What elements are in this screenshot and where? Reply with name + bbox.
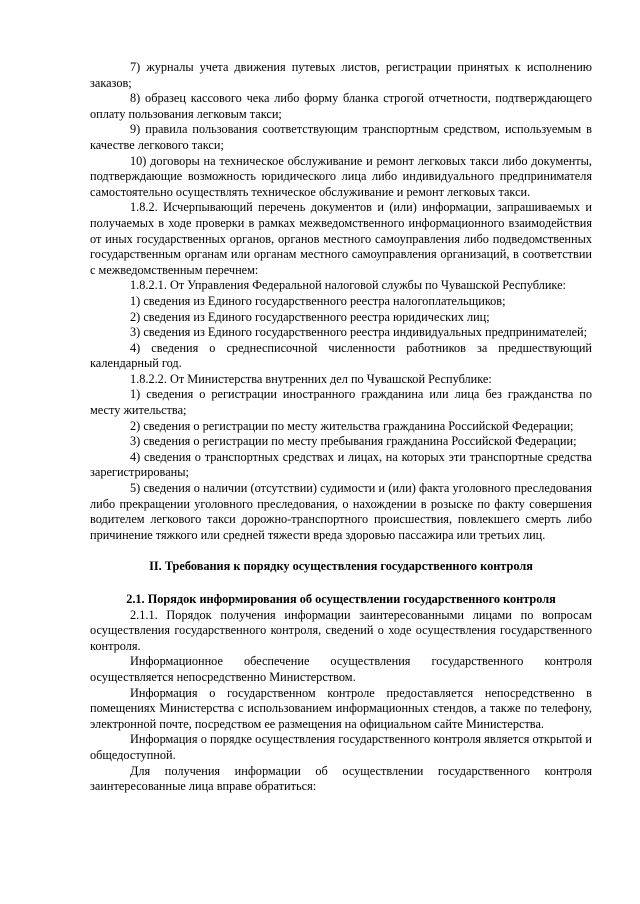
paragraph-item-10: 10) договоры на техническое обслуживание и ремонт легковых такси либо документы, подтверждающие возможность юридического лица либо индивидуального предпринимателя самостоятельно осуществлять техническое обслуживание и ремонт легковых такси. [90,153,592,199]
paragraph-1-8-2-2: 1.8.2.2. От Министерства внутренних дел по Чувашской Республике: [130,371,492,386]
section-heading: II. Требования к порядку осуществления государственного контроля [149,559,533,574]
paragraph-2-1-1: 2.1.1. Порядок получения информации заинтересованными лицами по вопросам осуществления государственного контроля, сведений о ходе осуществления государственного контроля. [90,607,592,653]
paragraph-fns-3: 3) сведения из Единого государственного реестра индивидуальных предпринимателей; [130,325,588,340]
paragraph-mvd-1: 1) сведения о регистрации иностранного гражданина или лица без гражданства по месту жительства; [90,387,592,418]
subsection-heading: 2.1. Порядок информирования об осуществлении государственного контроля [126,592,556,606]
paragraph-fns-2: 2) сведения из Единого государственного реестра юридических лиц; [130,309,490,324]
paragraph-mvd-5: 5) сведения о наличии (отсутствии) судимости и (или) факта уголовного преследования либо прекращении уголовного преследования, о нахождении в розыске по факту совершения водителем легкового такси дорожно-транспортного происшествия, повлекшего смерть либо причинение тяжкого или средней тяжести вреда здоровью пассажира или третьих лиц. [90,481,592,542]
paragraph-info-provided: Информация о государственном контроле предоставляется непосредственно в помещениях Министерства с использованием информационных стендов, а также по телефону, электронной почте, посредством ее размещения на официальном сайте Министерства. [90,685,592,731]
paragraph-item-7: 7) журналы учета движения путевых листов, регистрации принятых к исполнению заказов; [90,60,592,90]
paragraph-fns-4: 4) сведения о среднесписочной численности работников за предшествующий календарный год. [90,340,592,371]
paragraph-info-request: Для получения информации об осуществлении государственного контроля заинтересованные лица вправе обратиться: [90,763,592,794]
paragraph-item-8: 8) образец кассового чека либо форму бланка строгой отчетности, подтверждающего оплату пользования легковым такси; [90,91,592,121]
paragraph-mvd-3: 3) сведения о регистрации по месту пребывания гражданина Российской Федерации; [130,434,577,449]
paragraph-fns-1: 1) сведения из Единого государственного реестра налогоплательщиков; [130,293,506,308]
document-body-top [90,60,592,543]
paragraph-item-9: 9) правила пользования соответствующим транспортным средством, используемым в качестве легкового такси; [90,122,592,152]
paragraph-info-open: Информация о порядке осуществления государственного контроля является открытой и общедоступной. [90,732,592,762]
paragraph-mvd-4: 4) сведения о транспортных средствах и лицах, на которых эти транспортные средства зарегистрированы; [90,449,592,480]
paragraph-1-8-2-1: 1.8.2.1. От Управления Федеральной налоговой службы по Чувашской Республике: [130,278,566,293]
paragraph-1-8-2: 1.8.2. Исчерпывающий перечень документов и (или) информации, запрашиваемых и получаемых в ходе проверки в рамках межведомственного информационного взаимодействия от иных государственных органов, органов местного самоуправления либо подведомственных государственным органам или органам местного самоуправления организаций, в соответствии с межведомственным перечнем: [90,200,592,277]
paragraph-mvd-2: 2) сведения о регистрации по месту жительства гражданина Российской Федерации; [130,418,574,433]
paragraph-info-support: Информационное обеспечение осуществления государственного контроля осуществляется непосредственно Министерством. [90,654,592,684]
document-body-bottom [90,608,592,795]
